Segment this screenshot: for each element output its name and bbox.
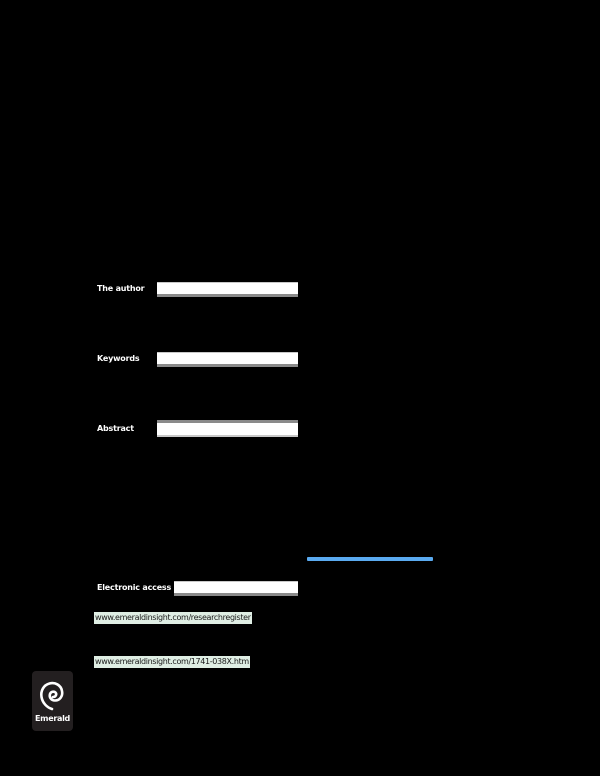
abstract-heading: Abstract [97,424,134,433]
electronic-access-heading-rule [174,581,298,596]
keywords-heading-rule [157,352,298,367]
research-register-link[interactable]: www.emeraldinsight.com/researchregister [95,613,251,622]
journal-link[interactable]: www.emeraldinsight.com/1741-038X.htm [95,657,249,666]
emerald-logo-text: Emerald [35,714,70,723]
keywords-heading: Keywords [97,354,140,363]
emerald-logo [32,671,73,731]
electronic-access-heading: Electronic access [97,583,172,592]
author-heading: The author [97,284,145,293]
body-hyperlink[interactable] [307,557,433,561]
author-heading-rule [157,282,298,297]
emerald-spiral-icon [36,676,69,712]
abstract-heading-rule [157,420,298,437]
